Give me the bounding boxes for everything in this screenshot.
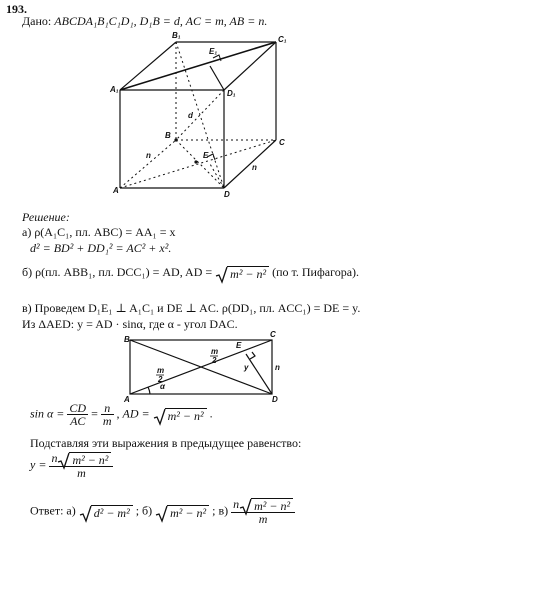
label-D1: D₁	[227, 89, 236, 98]
fraction-cd-ac	[67, 402, 88, 427]
y-lhs: y =	[30, 457, 47, 472]
problem-number: 193.	[6, 2, 27, 16]
answer-sep-b: ; б)	[135, 503, 153, 518]
fig2-label-E: E	[236, 341, 242, 350]
sin-equation	[30, 402, 213, 427]
label-A1: A₁	[110, 85, 119, 94]
label-A: A	[113, 186, 119, 195]
sin-end: .	[209, 406, 213, 421]
sqrt-ad-2-radicand: m² − n²	[165, 408, 207, 422]
answer-a-sqrt	[79, 505, 133, 519]
line-v2: Из ΔAED: y = AD · sinα, где α - угол DAC.	[22, 317, 238, 331]
answer-b-sqrt	[155, 505, 209, 519]
answer-sep-v: ; в)	[212, 503, 229, 518]
y-num-coef: n	[51, 451, 58, 465]
fraction-ac-den: AC	[70, 414, 86, 428]
label-d: d	[188, 111, 193, 120]
line-b-note: (по т. Пифагора).	[272, 265, 360, 279]
answer-b-radicand: m² − n²	[167, 505, 209, 519]
sin-tail: , AD =	[116, 406, 150, 421]
answer-v-den: m	[258, 512, 268, 527]
sin-lhs: sin α =	[30, 406, 65, 421]
y-fraction	[49, 452, 113, 479]
label-C: C	[279, 138, 285, 147]
fig2-label-C: C	[270, 330, 276, 339]
fig2-label-A: A	[124, 395, 130, 404]
label-C1: C₁	[278, 35, 287, 44]
radical-sign-icon	[79, 505, 93, 523]
line-b	[22, 266, 359, 280]
answer-a-radicand: d² − m²	[91, 505, 133, 519]
fig2-m-half-left-den: 2	[158, 375, 163, 384]
given-prefix: Дано:	[22, 14, 52, 28]
radical-sign-icon	[215, 266, 229, 284]
answer-v-fraction	[231, 498, 295, 525]
radical-sign-icon	[239, 498, 253, 516]
sin-eq-sign: =	[91, 406, 98, 421]
line-a2: d² = BD² + DD₁² = AC² + x².	[30, 241, 172, 255]
answer-v-coef: n	[233, 497, 240, 511]
y-sqrt	[57, 452, 111, 466]
line-v1: в) Проведем D₁E₁ ⊥ A₁C₁ и DE ⊥ AC. ρ(DD₁, пл. ACC₁) = DE = y.	[22, 301, 361, 315]
answer-v-num	[231, 498, 295, 513]
fig2-m-half-top-num: m	[211, 347, 219, 356]
label-B1: B₁	[172, 31, 181, 40]
answer-line	[30, 498, 295, 525]
fig2-label-y: y	[244, 363, 249, 372]
label-B: B	[165, 131, 171, 140]
label-E: E	[203, 151, 209, 160]
fig2-label-alpha: α	[160, 382, 165, 391]
answer-label: Ответ: а)	[30, 503, 76, 518]
sqrt-ad-radicand: m² − n²	[227, 266, 269, 280]
line-b-left: б) ρ(пл. ABB₁, пл. DCC₁) = AD, AD =	[22, 265, 213, 279]
label-n-left: n	[146, 151, 151, 160]
prism-figure	[0, 0, 550, 210]
y-fraction-num	[49, 452, 113, 467]
fig2-m-half-top-den: 2	[212, 356, 217, 365]
radical-sign-icon	[153, 408, 167, 426]
sqrt-ad-2	[153, 408, 207, 422]
y-fraction-den: m	[77, 466, 86, 481]
answer-v-radicand: m² − n²	[251, 498, 293, 512]
y-sqrt-radicand: m² − n²	[69, 452, 111, 466]
substitute-line: Подставляя эти выражения в предыдущее равенство:	[30, 436, 302, 450]
fraction-m-den: m	[102, 414, 112, 428]
label-E1: E₁	[209, 47, 218, 56]
fraction-n-m	[101, 402, 114, 427]
solution-heading: Решение:	[22, 210, 70, 224]
rectangle-figure	[0, 328, 550, 408]
radical-sign-icon	[155, 505, 169, 523]
fig2-label-B: B	[124, 335, 130, 344]
answer-v-sqrt	[239, 498, 293, 512]
sqrt-ad	[215, 266, 269, 280]
given-text: ABCDA₁B₁C₁D₁, D₁B = d, AC = m, AB = n.	[54, 14, 268, 28]
fig2-label-D: D	[272, 395, 278, 404]
radical-sign-icon	[57, 452, 71, 470]
label-D: D	[224, 190, 230, 199]
fig2-m-half-left-num: m	[157, 366, 165, 375]
label-n-right: n	[252, 163, 257, 172]
y-equation	[30, 452, 113, 479]
fraction-cd-num: CD	[69, 401, 87, 415]
line-a1: а) ρ(A₁C₁, пл. ABC) = AA₁ = x	[22, 225, 176, 239]
fraction-n-num: n	[101, 402, 114, 415]
fig2-label-n: n	[275, 363, 280, 372]
